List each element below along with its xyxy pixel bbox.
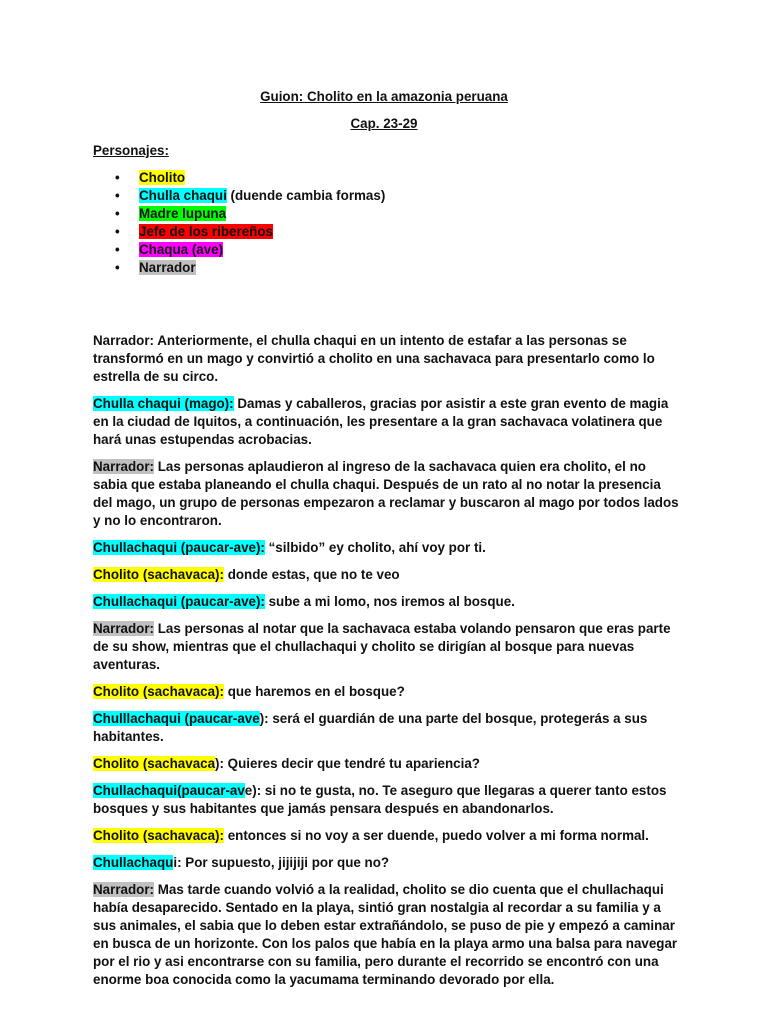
line-text: Las personas aplaudieron al ingreso de la sachavaca quien era cholito, el no sabia que estaba planeando el chulla chaqui. Después de un rato al no notar la presencia del mago, un grupo de personas empezaron a reclamar y buscaron al mago por todos lados y no lo encontraron. — [93, 459, 679, 528]
character-item — [93, 241, 385, 259]
character-desc: (duende cambia formas) — [226, 188, 386, 203]
document-title: Guion: Cholito en la amazonia peruana — [260, 89, 508, 104]
line-text: ): Quieres decir que tendré tu apariencia? — [215, 756, 480, 771]
line-speaker: Chullachaqui (paucar-ave): — [93, 594, 265, 609]
line-text: Damas y caballeros, gracias por asistir a este gran evento de magia en la ciudad de Iquitos, a continuación, les presentare a la gran sachavaca volatinera que hará unas estupendas acrobacias. — [93, 396, 669, 447]
script-line — [93, 854, 683, 872]
script-line — [93, 683, 683, 701]
script-body — [93, 332, 683, 998]
line-speaker: Narrador: — [93, 882, 155, 897]
line-text: e): si no te gusta, no. Te aseguro que llegaras a querer tanto estos bosques y sus habitantes que jamás pensara después en abandonarlos. — [93, 783, 667, 816]
script-line — [93, 755, 683, 773]
script-line — [93, 593, 683, 611]
line-text: Mas tarde cuando volvió a la realidad, cholito se dio cuenta que el chullachaqui había desaparecido. Sentado en la playa, sintió gran nostalgia al recordar a su familia y a sus animales, el sabia que lo deben estar extrañándolo, se puso de pie y empezó a caminar en busca de un horizonte. Con los palos que había en la playa armo una balsa para navegar por el rio y asi encontrarse con su familia, pero durante el recorrido se encontró con una enorme boa conocida como la yacumama terminando devorado por ella. — [93, 882, 678, 987]
character-name-narrador: Narrador — [139, 260, 196, 275]
line-speaker: Chullachaqu — [93, 855, 174, 870]
line-text: que haremos en el bosque? — [223, 684, 405, 699]
script-line — [93, 539, 683, 557]
characters-heading: Personajes: — [93, 143, 169, 158]
line-text: donde estas, que no te veo — [223, 567, 400, 582]
character-item — [93, 169, 385, 187]
line-speaker: Narrador: — [93, 621, 155, 636]
character-item — [93, 187, 385, 205]
character-item — [93, 259, 385, 277]
line-speaker: Chullachaqui(paucar-av — [93, 783, 245, 798]
character-name-chulla-chaqui: Chulla chaqui — [139, 188, 227, 203]
script-line — [93, 827, 683, 845]
line-text: “silbido” ey cholito, ahí voy por ti. — [264, 540, 486, 555]
line-text: i: Por supuesto, jijijiji por que no? — [173, 855, 390, 870]
script-line — [93, 458, 683, 530]
script-line — [93, 620, 683, 674]
script-line — [93, 566, 683, 584]
chapter-label: Cap. 23-29 — [350, 116, 418, 131]
line-speaker: Cholito (sachavaca): — [93, 684, 224, 699]
script-line — [93, 395, 683, 449]
line-speaker: Cholito (sachavaca — [93, 756, 216, 771]
script-line — [93, 710, 683, 746]
line-speaker: Chulllachaqui (paucar-ave — [93, 711, 260, 726]
script-line — [93, 782, 683, 818]
character-item — [93, 223, 385, 241]
line-speaker: Narrador: — [93, 459, 155, 474]
line-speaker: Chullachaqui (paucar-ave): — [93, 540, 265, 555]
character-name-chaqua: Chaqua (ave) — [139, 242, 224, 257]
character-name-jefe: Jefe de los ribereños — [139, 224, 273, 239]
script-line — [93, 881, 683, 989]
character-item — [93, 205, 385, 223]
line-text: entonces si no voy a ser duende, puedo volver a mi forma normal. — [223, 828, 649, 843]
line-speaker: Chulla chaqui (mago): — [93, 396, 234, 411]
line-text: Narrador: Anteriormente, el chulla chaqui en un intento de estafar a las personas se transformó en un mago y convirtió a cholito en una sachavaca para presentarlo como lo estrella de su circo. — [93, 333, 655, 384]
character-name-cholito: Cholito — [139, 170, 186, 185]
line-text: sube a mi lomo, nos iremos al bosque. — [264, 594, 515, 609]
line-text: ): será el guardián de una parte del bosque, protegerás a sus habitantes. — [93, 711, 648, 744]
characters-list — [93, 169, 385, 277]
line-speaker: Cholito (sachavaca): — [93, 567, 224, 582]
character-name-madre-lupuna: Madre lupuna — [139, 206, 227, 221]
line-text: Las personas al notar que la sachavaca estaba volando pensaron que eras parte de su show, mientras que el chullachaqui y cholito se dirigían al bosque para nuevas aventuras. — [93, 621, 671, 672]
script-line — [93, 332, 683, 386]
line-speaker: Cholito (sachavaca): — [93, 828, 224, 843]
